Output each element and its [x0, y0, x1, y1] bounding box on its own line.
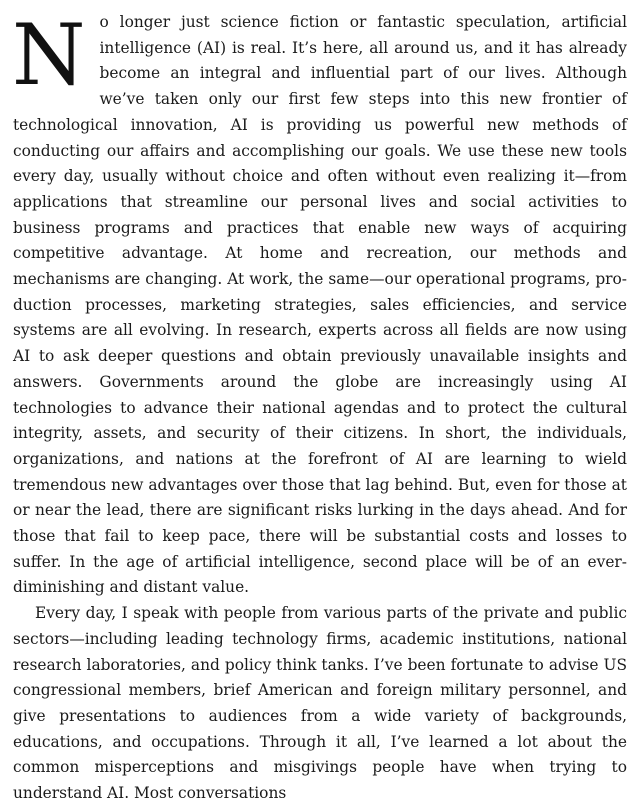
paragraph-1 [12, 6, 627, 601]
document-page [12, 6, 627, 807]
paragraph-2-text: Every day, I speak with people from various parts of the private and public sectors—including leading technology firms, academic institutions, national research laboratories, and policy think tanks. I’ve been fortunate to advise US congressional members, brief American and foreign military personnel, and give presentations to audiences from a wide variety of backgrounds, educations, and occupations. Through it all, I’ve learned a lot about the common misperceptions and misgivings people have when trying to understand AI. Most conversations [13, 604, 627, 803]
paragraph-1-text: o longer just science fiction or fantastic speculation, artificial intelligence (AI) is real. It’s here, all around us, and it has already become an integral and influential part of our lives. Although we’ve taken only our first few steps into this new frontier of technological innovation, AI is providing us powerful new methods of conducting our affairs and accomplishing our goals. We use these new tools every day, usually without choice and often without even realizing it—from applications that streamline our personal lives and social activities to business programs and practices that enable new ways of acquiring competitive advantage. At home and recreation, our methods and mechanisms are changing. At work, the same—our operational programs, production processes, marketing strategies, sales efficiencies, and service systems are all evolving. In research, experts across all fields are now using AI to ask deeper questions and obtain previously unavailable insights and answers. Governments around the globe are increasingly using AI technologies to advance their national agendas and to protect the cultural integrity, assets, and security of their citizens. In short, the individuals, organizations, and nations at the forefront of AI are learning to wield tremendous new advantages over those that lag behind. But, even for those at or near the lead, there are significant risks lurking in the days ahead. And for those that fail to keep pace, there will be substantial costs and losses to suffer. In the age of artificial intelligence, second place will be of an ever-diminishing and distant value. [13, 13, 627, 597]
paragraph-2 [13, 601, 627, 807]
drop-cap: N [12, 6, 86, 104]
